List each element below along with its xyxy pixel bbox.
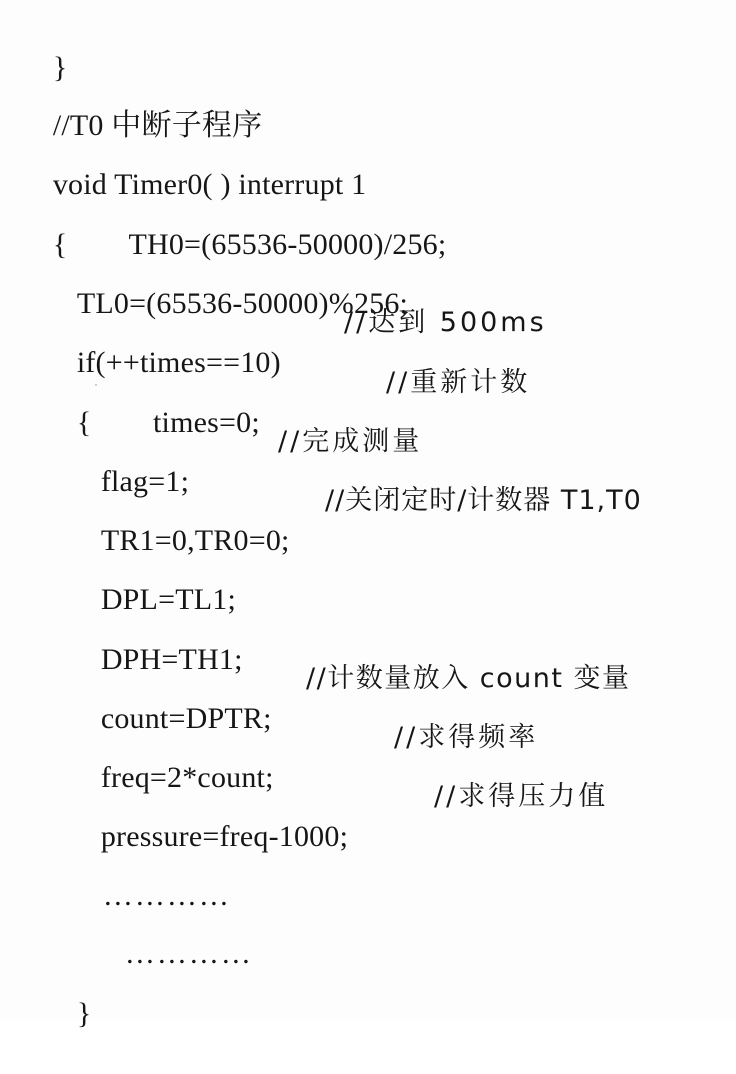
code-line-4 <box>22 185 447 261</box>
code-line-16 <box>94 894 253 970</box>
code-text: TL0=(65536-50000)%256; <box>76 287 409 320</box>
code-text: DPH=TH1; <box>100 643 243 676</box>
code-line-11 <box>70 600 243 676</box>
code-text: pressure=freq-1000; <box>100 820 349 853</box>
code-text: ………… <box>102 879 231 912</box>
code-comment: //重新计数 <box>386 367 531 398</box>
code-line-2 <box>22 66 263 142</box>
code-text: freq=2*count; <box>100 761 274 794</box>
code-text: } <box>52 51 68 84</box>
code-line-13 <box>70 718 539 794</box>
code-line-17 <box>46 954 92 1030</box>
code-comment: //达到 500ms <box>344 307 547 338</box>
code-text: if(++times==10) <box>76 346 281 379</box>
code-text: ………… <box>124 937 253 970</box>
code-text: TR1=0,TR0=0; <box>100 524 290 557</box>
code-text: DPL=TL1; <box>100 583 236 616</box>
code-comment: //求得压力值 <box>434 781 609 812</box>
code-text: void Timer0( ) interrupt 1 <box>52 168 367 201</box>
code-line-9 <box>70 481 642 557</box>
code-line-7 <box>46 363 531 439</box>
code-line-3 <box>22 125 367 201</box>
code-line-15 <box>72 836 231 912</box>
code-comment: //关闭定时/计数器 T1,T0 <box>325 485 642 516</box>
code-comment: //完成测量 <box>278 426 423 457</box>
code-text: count=DPTR; <box>100 702 272 735</box>
code-text: { times=0; <box>76 406 260 439</box>
code-line-10 <box>70 540 236 616</box>
code-text: } <box>76 997 92 1030</box>
code-line-12 <box>70 659 631 735</box>
code-text: flag=1; <box>100 465 190 498</box>
scan-speck <box>95 384 97 386</box>
code-line-5 <box>46 244 409 320</box>
code-comment: //求得频率 <box>394 722 539 753</box>
code-text: { TH0=(65536-50000)/256; <box>52 228 447 261</box>
code-comment: //计数量放入 count 变量 <box>306 663 631 694</box>
code-line-14 <box>70 777 609 853</box>
code-line-1 <box>22 8 68 84</box>
code-text: //T0 中断子程序 <box>52 109 263 142</box>
